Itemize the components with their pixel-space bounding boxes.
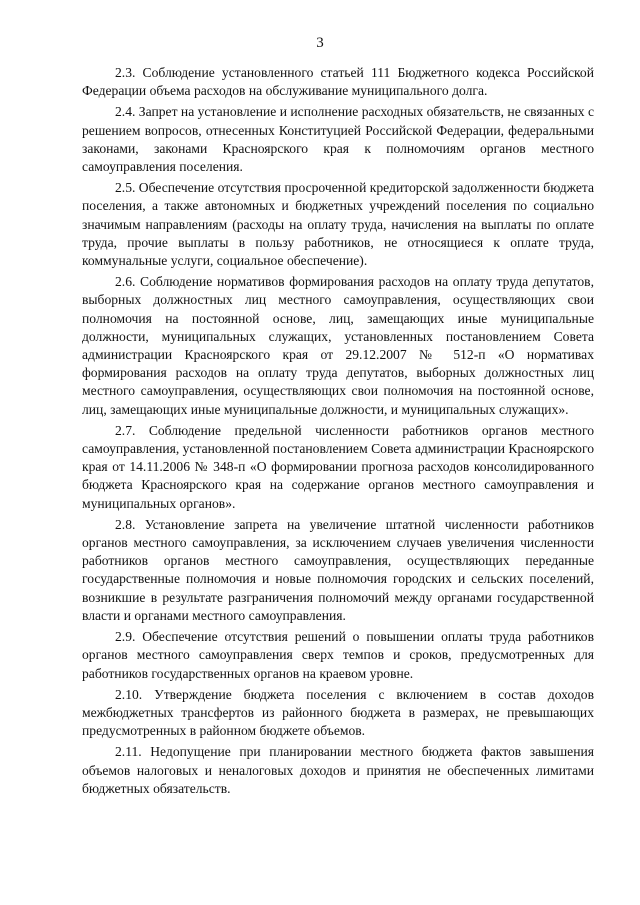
paragraph-2-11: 2.11. Недопущение при планировании местного бюджета фактов завышения объемов налоговых и неналоговых доходов и принятия не обеспеченных лимитами бюджетных обязательств. <box>82 744 594 796</box>
paragraph-2-7: 2.7. Соблюдение предельной численности работников органов местного самоуправления, установленной постановлением Совета администрации Красноярского края от 14.11.2006 № 348-п «О формировании прогноза расходов консолидированного бюджета Красноярского края на содержание органов местного самоуправления и муниципальных органов». <box>82 422 595 511</box>
page-number: 3 <box>316 35 324 51</box>
paragraph-2-9: 2.9. Обеспечение отсутствия решений о повышении оплаты труда работников органов местного самоуправления сверх темпов и сроков, предусмотренных для работников государственных органов на краевом уровне. <box>82 629 594 681</box>
paragraph-2-4: 2.4. Запрет на установление и исполнение расходных обязательств, не связанных с решением вопросов, отнесенных Конституцией Российской Федерации, федеральными законами, законами Красноярского края к полномочиям органов местного самоуправления поселения. <box>82 104 594 175</box>
paragraph-2-10: 2.10. Утверждение бюджета поселения с включением в состав доходов межбюджетных трансфертов из районного бюджета в размерах, не превышающих предусмотренных в районном бюджете объемов. <box>82 686 594 739</box>
paragraph-2-5: 2.5. Обеспечение отсутствия просроченной кредиторской задолженности бюджета поселения, а также автономных и бюджетных учреждений поселения по социально значимым направлениям (расходы на оплату труда, начисления на выплаты по оплате труда, прочие выплаты в пользу работников, не относящиеся к оплате труда, коммунальные услуги, социальное обеспечение). <box>82 180 594 269</box>
paragraph-2-6: 2.6. Соблюдение нормативов формирования расходов на оплату труда депутатов, выборных должностных лиц местного самоуправления, осуществляющих свои полномочия на постоянной основе, лиц, замещающих иные муниципальные должности, муниципальных служащих, установленных постановлением Совета администрации Красноярского края от 29.12.2007 № 512-п «О нормативах формирования расходов на оплату труда депутатов, выборных должностных лиц местного самоуправления, осуществляющих свои полномочия на постоянной основе, лиц, замещающих иные муниципальные должности, и муниципальных служащих». <box>82 274 594 417</box>
paragraph-2-3: 2.3. Соблюдение установленного статьей 111 Бюджетного кодекса Российской Федерации объема расходов на обслуживание муниципального долга. <box>82 65 594 99</box>
document-body <box>82 64 594 801</box>
paragraph-2-8: 2.8. Установление запрета на увеличение штатной численности работников органов местного самоуправления, за исключением случаев увеличения численности работников органов местного самоуправления, осуществляющих переданные государственные полномочия и новые полномочия городских и сельских поселений, возникшие в результате разграничения полномочий между органами государственной власти и органами местного самоуправления. <box>82 516 594 623</box>
